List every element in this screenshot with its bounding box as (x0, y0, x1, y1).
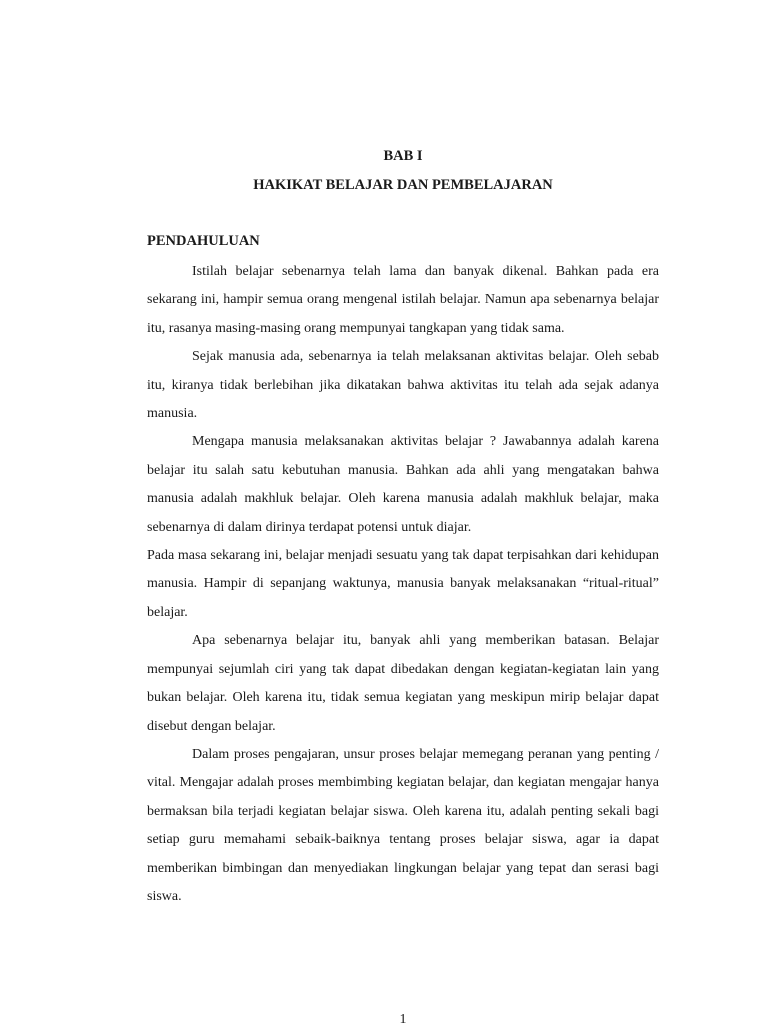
chapter-number: BAB I (383, 148, 423, 164)
paragraph-2: Sejak manusia ada, sebenarnya ia telah melaksanan aktivitas belajar. Oleh sebab itu, kiranya tidak berlebihan jika dikatakan bahwa aktivitas itu telah ada sejak adanya manusia. (147, 349, 659, 422)
paragraph-5: Apa sebenarnya belajar itu, banyak ahli yang memberikan batasan. Belajar mempunyai sejumlah ciri yang tak dapat dibedakan dengan kegiatan-kegiatan lain yang bukan belajar. Oleh karena itu, tidak semua kegiatan yang meskipun mirip belajar dapat disebut dengan belajar. (147, 633, 659, 734)
paragraph-6: Dalam proses pengajaran, unsur proses belajar memegang peranan yang penting / vital. Mengajar adalah proses membimbing kegiatan belajar, dan kegiatan mengajar hanya bermaksan bila terjadi kegiatan belajar siswa. Oleh karena itu, adalah penting sekali bagi setiap guru memahami sebaik-baiknya tentang proses belajar siswa, agar ia dapat memberikan bimbingan dan menyediakan lingkungan belajar yang tepat dan serasi bagi siswa. (147, 746, 659, 904)
paragraph-3: Mengapa manusia melaksanakan aktivitas belajar ? Jawabannya adalah karena belajar itu salah satu kebutuhan manusia. Bahkan ada ahli yang mengatakan bahwa manusia adalah makhluk belajar. Oleh karena manusia adalah makhluk belajar, maka sebenarnya di dalam dirinya terdapat potensi untuk diajar. (147, 434, 659, 535)
paragraph-4: Pada masa sekarang ini, belajar menjadi sesuatu yang tak dapat terpisahkan dari kehidupan manusia. Hampir di sepanjang waktunya, manusia banyak melaksanakan “ritual-ritual” belajar. (147, 548, 659, 620)
chapter-title: HAKIKAT BELAJAR DAN PEMBELAJARAN (253, 177, 553, 193)
section-heading: PENDAHULUAN (147, 233, 260, 249)
paragraph-1: Istilah belajar sebenarnya telah lama dan banyak dikenal. Bahkan pada era sekarang ini, hampir semua orang mengenal istilah belajar. Namun apa sebenarnya belajar itu, rasanya masing-masing orang mempunyai tangkapan yang tidak sama. (147, 264, 659, 336)
body-text (147, 258, 659, 911)
page-number: 1 (399, 1012, 407, 1027)
